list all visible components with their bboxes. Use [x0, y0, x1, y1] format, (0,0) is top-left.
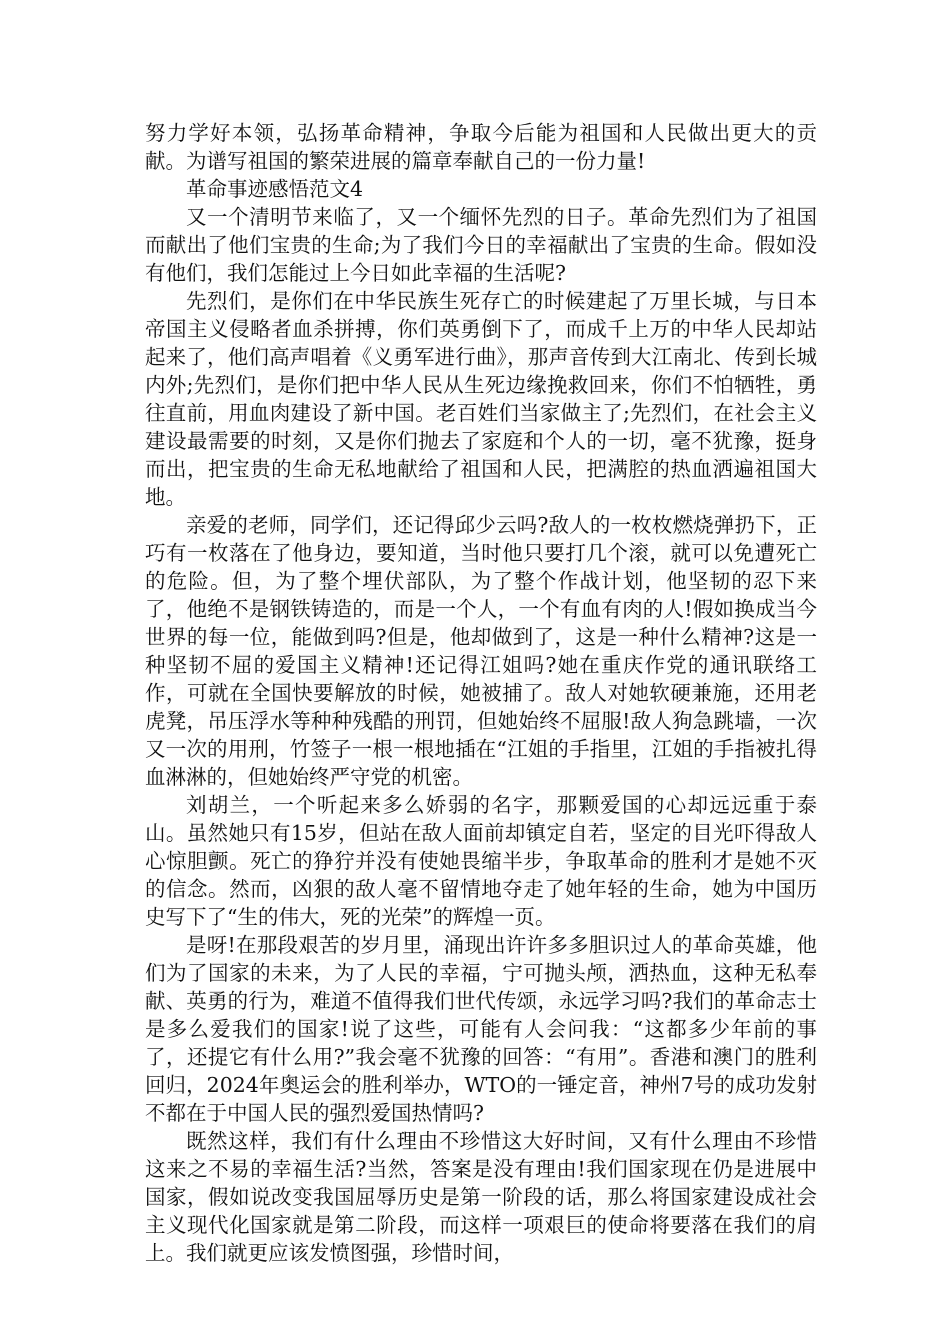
- paragraph-1: 又一个清明节来临了，又一个缅怀先烈的日子。革命先烈们为了祖国而献出了他们宝贵的生命;为了我们今日的幸福献出了宝贵的生命。假如没有他们，我们怎能过上今日如此幸福的生活呢?: [145, 205, 817, 285]
- document-page: [145, 119, 817, 1267]
- paragraph-6: 既然这样，我们有什么理由不珍惜这大好时间，又有什么理由不珍惜这来之不易的幸福生活?当然，答案是没有理由!我们国家现在仍是进展中国家，假如说改变我国屈辱历史是第一阶段的话，那么将国家建设成社会主义现代化国家就是第二阶段，而这样一项艰巨的使命将要落在我们的肩上。我们就更应该发愤图强，珍惜时间，: [145, 1129, 817, 1265]
- section-title: 革命事迹感悟范文4: [186, 177, 364, 201]
- paragraph-4: 刘胡兰，一个听起来多么娇弱的名字，那颗爱国的心却远远重于泰山。虽然她只有15岁，但站在敌人面前却镇定自若，坚定的目光吓得敌人心惊胆颤。死亡的狰狞并没有使她畏缩半步，争取革命的胜利才是她不灭的信念。然而，凶狠的敌人毫不留情地夺走了她年轻的生命，她为中国历史写下了“生的伟大，死的光荣”的辉煌一页。: [145, 793, 817, 929]
- paragraph-5: 是呀!在那段艰苦的岁月里，涌现出许许多多胆识过人的革命英雄，他们为了国家的未来，为了人民的幸福，宁可抛头颅，洒热血，这种无私奉献、英勇的行为，难道不值得我们世代传颂，永远学习吗?我们的革命志士是多么爱我们的国家!说了这些，可能有人会问我：“这都多少年前的事了，还提它有什么用?”我会毫不犹豫的回答：“有用”。香港和澳门的胜利回归，2024年奥运会的胜利举办，WTO的一锤定音，神州7号的成功发射不都在于中国人民的强烈爱国热情吗?: [145, 933, 817, 1125]
- paragraph-3: 亲爱的老师，同学们，还记得邱少云吗?敌人的一枚枚燃烧弹扔下，正巧有一枚落在了他身边，要知道，当时他只要打几个滚，就可以免遭死亡的危险。但，为了整个埋伏部队，为了整个作战计划，他坚韧的忍下来了，他绝不是钢铁铸造的，而是一个人，一个有血有肉的人!假如换成当今世界的每一位，能做到吗?但是，他却做到了，这是一种什么精神?这是一种坚韧不屈的爱国主义精神!还记得江姐吗?她在重庆作党的通讯联络工作，可就在全国快要解放的时候，她被捕了。敌人对她软硬兼施，还用老虎凳，吊压浮水等种种残酷的刑罚，但她始终不屈服!敌人狗急跳墙，一次又一次的用刑，竹签子一根一根地插在“江姐的手指里，江姐的手指被扎得血淋淋的，但她始终严守党的机密。: [145, 513, 817, 789]
- continuation-paragraph: 努力学好本领，弘扬革命精神，争取今后能为祖国和人民做出更大的贡献。为谱写祖国的繁荣进展的篇章奉献自己的一份力量!: [145, 121, 817, 173]
- paragraph-2: 先烈们，是你们在中华民族生死存亡的时候建起了万里长城，与日本帝国主义侵略者血杀拼搏，你们英勇倒下了，而成千上万的中华人民却站起来了，他们高声唱着《义勇军进行曲》，那声音传到大江南北、传到长城内外;先烈们，是你们把中华人民从生死边缘挽救回来，你们不怕牺牲，勇往直前，用血肉建设了新中国。老百姓们当家做主了;先烈们，在社会主义建设最需要的时刻，又是你们抛去了家庭和个人的一切，毫不犹豫，挺身而出，把宝贵的生命无私地献给了祖国和人民，把满腔的热血洒遍祖国大地。: [145, 289, 817, 509]
